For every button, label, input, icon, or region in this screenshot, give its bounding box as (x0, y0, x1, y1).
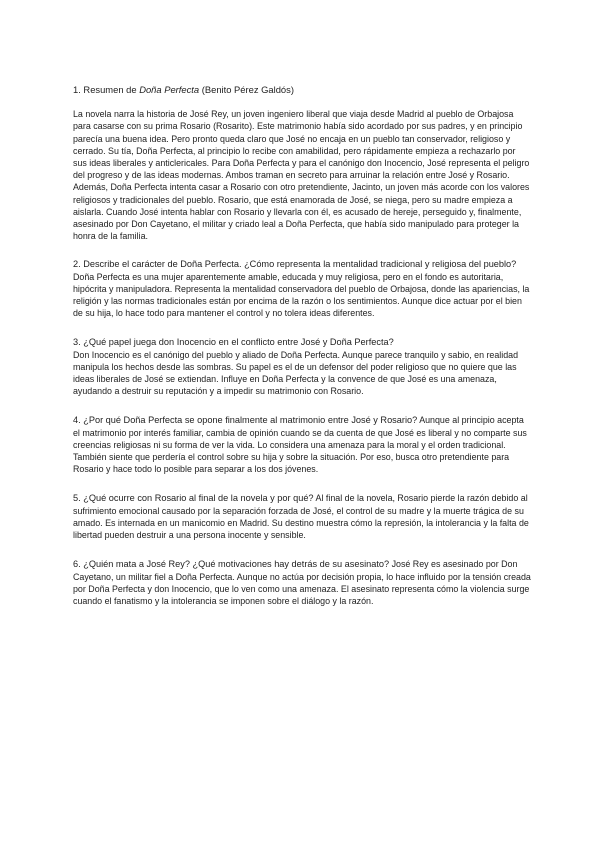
section-question-6 (73, 558, 531, 607)
question-3: 3. ¿Qué papel juega don Inocencio en el conflicto entre José y Doña Perfecta? (73, 337, 394, 348)
document-page (73, 84, 531, 624)
section-summary (73, 84, 531, 242)
question-5: 5. ¿Qué ocurre con Rosario al final de la novela y por qué? (73, 493, 314, 504)
question-4: 4. ¿Por qué Doña Perfecta se opone finalmente al matrimonio entre José y Rosario? (73, 415, 418, 426)
summary-heading-title: Doña Perfecta (139, 84, 200, 95)
summary-heading (73, 84, 531, 96)
answer-5: Al final de la novela, Rosario pierde la razón debido al sufrimiento emocional causado por la separación forzada de José, el control de su madre y la muerte trágica de su amado. Es internada en un manicomio en Madrid. Su destino muestra cómo la represión, la intolerancia y la falta de libertad pueden destruir a una persona inocente y sensible. (73, 493, 529, 541)
answer-3: Don Inocencio es el canónigo del pueblo y aliado de Doña Perfecta. Aunque parece tranquilo y sabio, en realidad manipula los hechos desde las sombras. Su papel es el de un defensor del poder religioso que no quiere que las ideas liberales de José se extiendan. Influye en Doña Perfecta y la convence de que José es una amenaza, ayudando a destruir su reputación y a impedir su matrimonio con Rosario. (73, 349, 519, 397)
section-question-3 (73, 336, 531, 397)
summary-body: La novela narra la historia de José Rey, un joven ingeniero liberal que viaja desde Madrid al pueblo de Orbajosa para casarse con su prima Rosario (Rosarito). Este matrimonio había sido acordado por sus padres, y en principio parecía una buena idea. Pero pronto queda claro que José no encaja en un pueblo tan conservador, religioso y cerrado. Su tía, Doña Perfecta, al principio lo recibe con amabilidad, pero rápidamente empieza a rechazarlo por sus ideas liberales y anticlericales. Para Doña Perfecta y para el canónigo don Inocencio, José representa el peligro del progreso y de las ideas modernas. Ambos traman en secreto para arruinar la relación entre José y Rosario. Además, Doña Perfecta intenta casar a Rosario con otro pretendiente, Jacinto, un joven más acorde con los valores religiosos y tradicionales del pueblo. Rosario, que está enamorada de José, se niega, pero su madre empieza a aislarla. Cuando José intenta hablar con Rosario y llevarla con él, es acusado de hereje, perseguido y, finalmente, asesinado por Don Cayetano, el militar y criado leal a Doña Perfecta, que había sido manipulado para proteger la honra de la familia. (73, 109, 530, 242)
question-6: 6. ¿Quién mata a José Rey? ¿Qué motivaciones hay detrás de su asesinato? (73, 559, 390, 570)
answer-4: Aunque al principio acepta el matrimonio por interés familiar, cambia de opinión cuando se da cuenta de que José es liberal y no comparte sus creencias religiosas ni su forma de ver la vida. Lo considera una amenaza para la moral y el orden tradicional. También siente que perdería el control sobre su hija y sobre la situación. Por eso, busca otro pretendiente para Rosario y hace todo lo posible para separar a los dos jóvenes. (73, 415, 527, 475)
summary-heading-suffix: (Benito Pérez Galdós) (199, 84, 294, 95)
section-question-4 (73, 414, 531, 475)
answer-2: Doña Perfecta es una mujer aparentemente amable, educada y muy religiosa, pero en el fondo es autoritaria, hipócrita y manipuladora. Representa la mentalidad conservadora del pueblo de Orbajosa, donde las apariencias, la religión y las normas tradicionales están por encima de la razón o los sentimientos. Aunque dice actuar por el bien de su hija, lo hace todo para mantener el control y no tolera ideas diferentes. (73, 271, 530, 319)
question-2: 2. Describe el carácter de Doña Perfecta. ¿Cómo representa la mentalidad tradicional y religiosa del pueblo? (73, 259, 517, 270)
section-question-2 (73, 258, 531, 319)
summary-heading-prefix: 1. Resumen de (73, 84, 140, 95)
section-question-5 (73, 492, 531, 541)
answer-6: José Rey es asesinado por Don Cayetano, un militar fiel a Doña Perfecta. Aunque no actúa por decisión propia, lo hace influido por la tensión creada por Doña Perfecta y don Inocencio, que lo ven como una amenaza. El asesinato representa cómo la violencia surge cuando el fanatismo y la intolerancia se imponen sobre el diálogo y la razón. (73, 559, 531, 606)
